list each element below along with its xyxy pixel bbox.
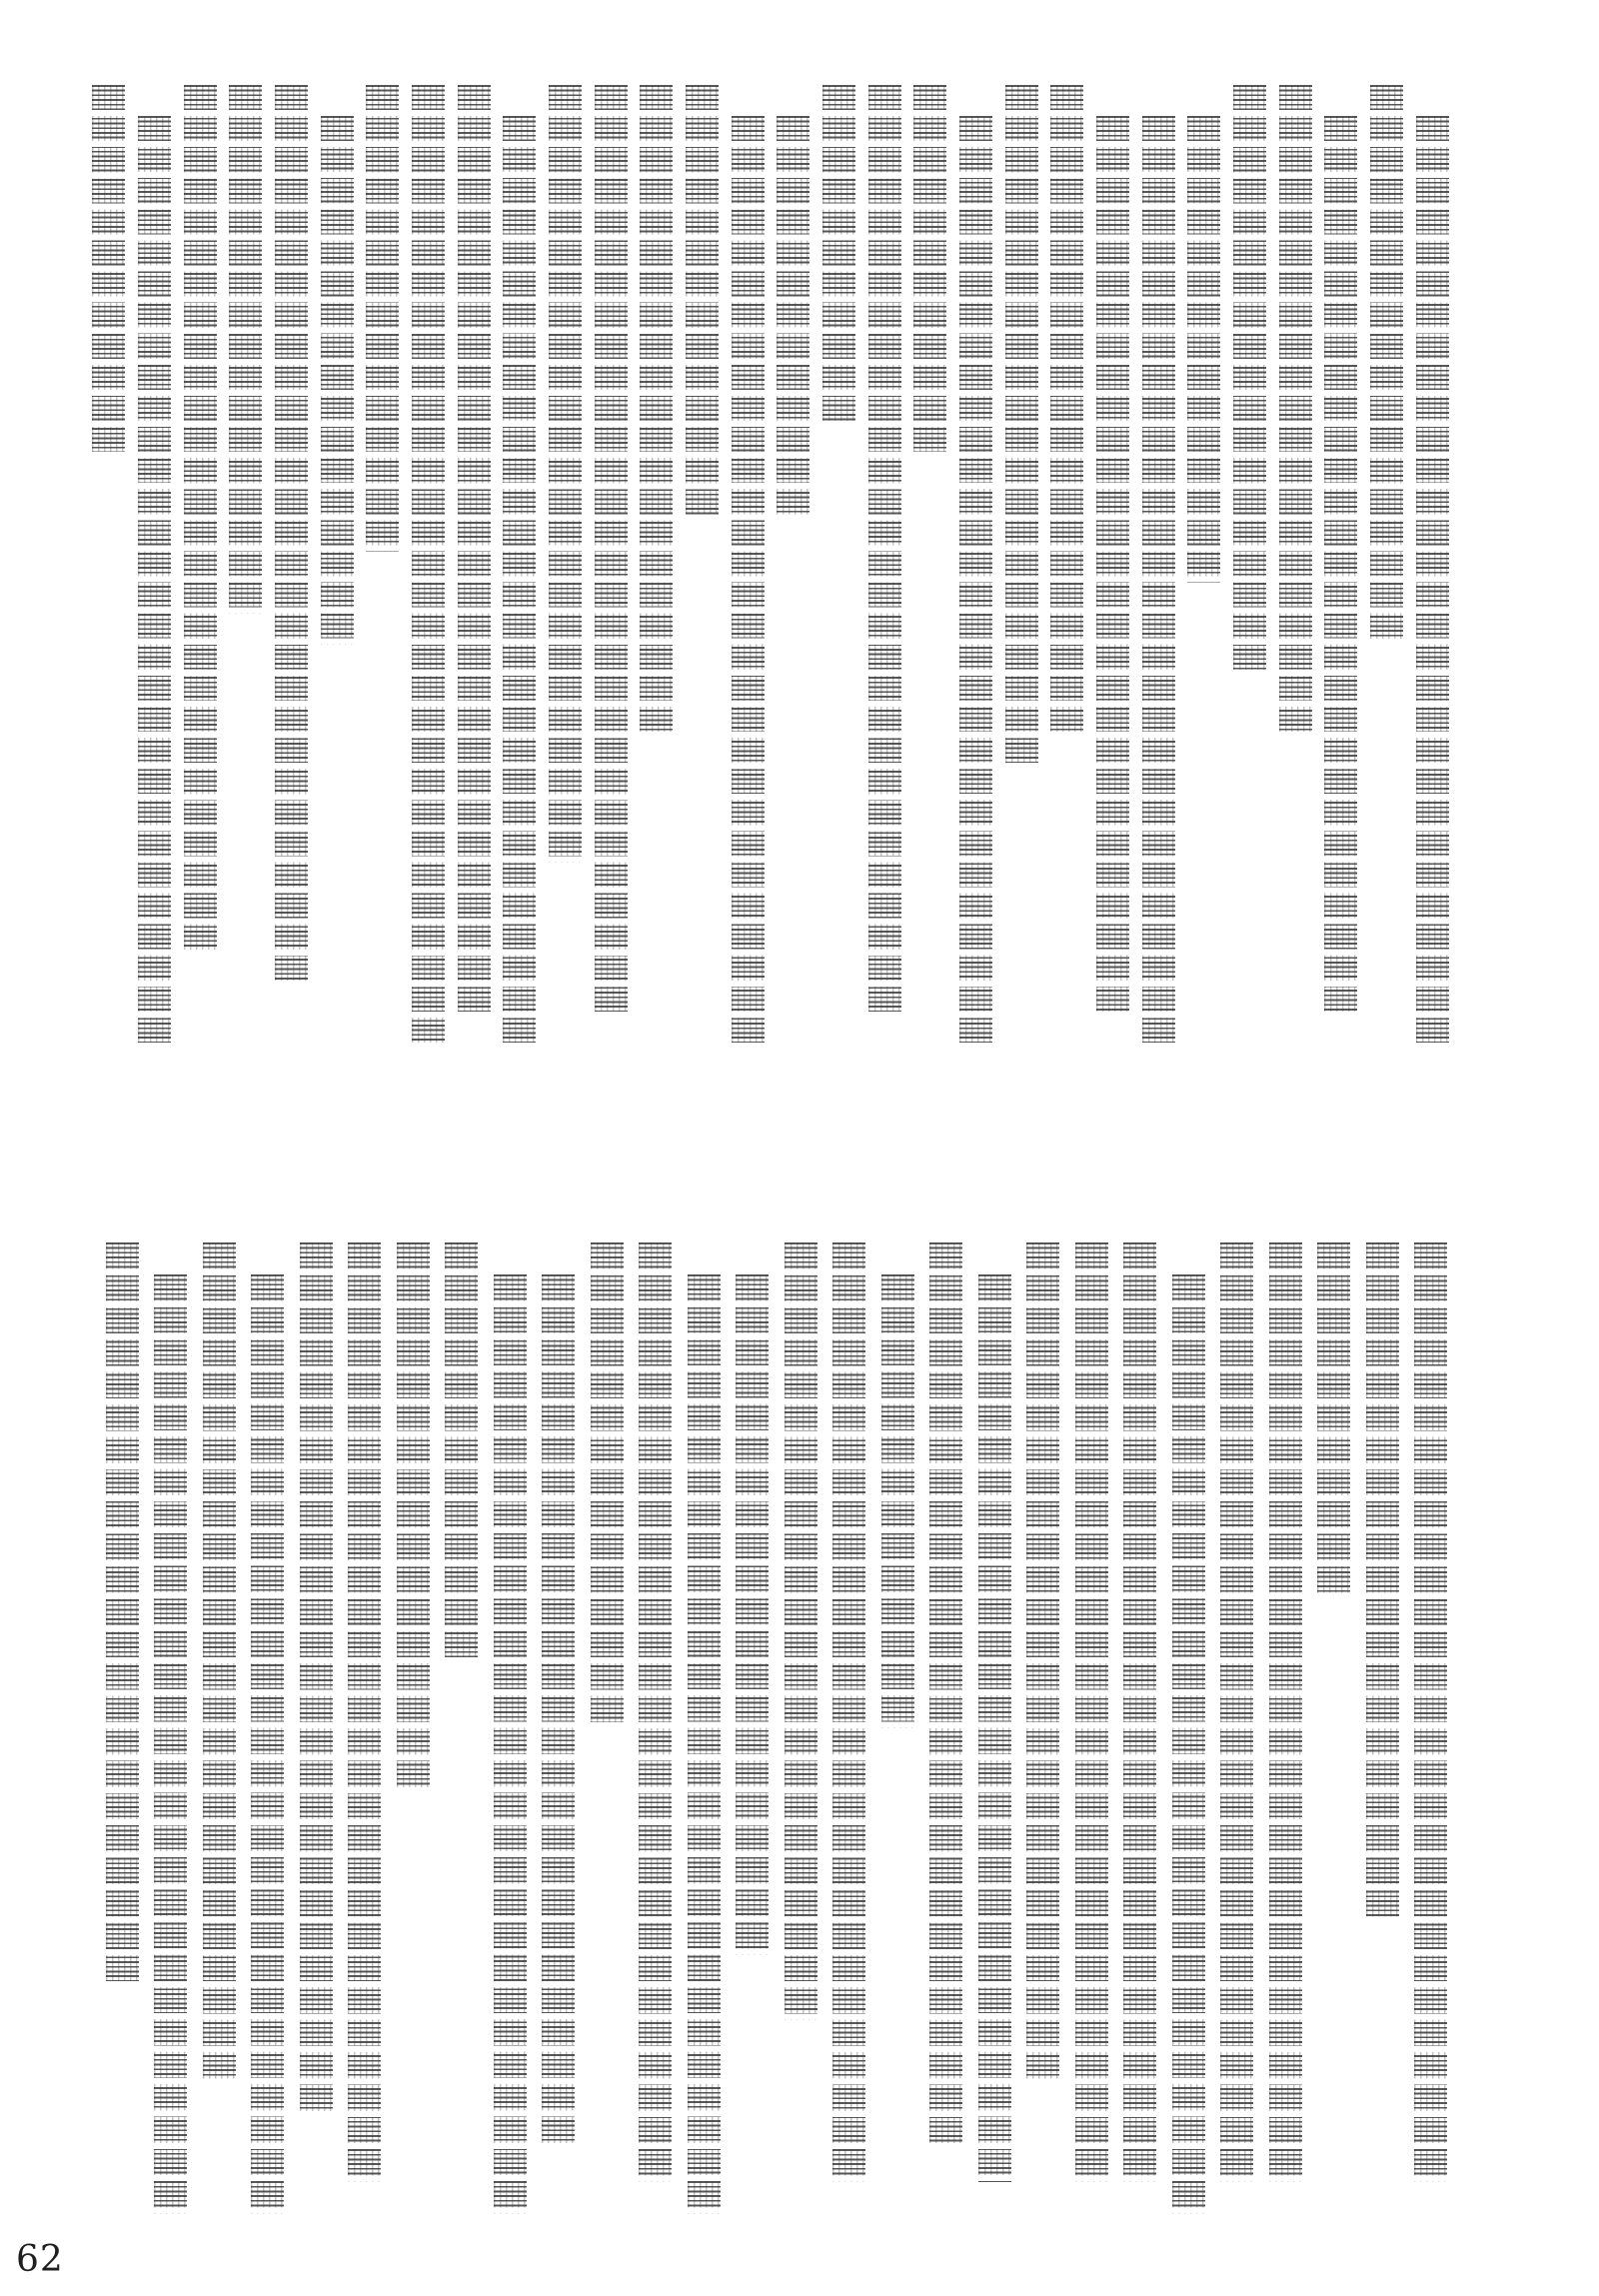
text-column [1227, 85, 1273, 1065]
redacted-text-run [494, 1274, 527, 2214]
text-column [1135, 85, 1181, 1065]
text-column [907, 85, 953, 1065]
text-column [1364, 85, 1410, 1065]
text-column [998, 85, 1044, 1065]
text-column [953, 85, 999, 1065]
text-column [1409, 85, 1455, 1065]
redacted-text-run [1075, 1242, 1108, 2182]
text-column [970, 1242, 1019, 2222]
redacted-text-run [832, 1242, 865, 2182]
text-column [1261, 1242, 1310, 2222]
redacted-text-run [397, 1242, 430, 1793]
redacted-text-run [736, 1274, 769, 1954]
text-column [1213, 1242, 1262, 2222]
text-column [292, 1242, 341, 2222]
redacted-text-run [1142, 116, 1175, 1049]
redacted-text-run [321, 116, 354, 645]
redacted-text-run [686, 85, 719, 520]
text-column [1116, 1242, 1165, 2222]
text-column [588, 85, 634, 1065]
redacted-text-run [1233, 85, 1266, 676]
redacted-text-run [184, 85, 217, 956]
text-column [680, 1242, 729, 2222]
redacted-text-run [929, 1242, 962, 2149]
redacted-text-run [913, 85, 946, 458]
text-column [825, 1242, 874, 2222]
redacted-text-run [868, 85, 901, 1018]
text-column [535, 1242, 584, 2222]
text-column [680, 85, 726, 1065]
redacted-text-run [1414, 1242, 1447, 2182]
text-column [1310, 1242, 1359, 2222]
redacted-text-run [542, 1274, 575, 2149]
redacted-text-run [1220, 1242, 1253, 2182]
text-column [771, 85, 816, 1065]
redacted-text-run [1026, 1242, 1059, 2084]
text-column [1164, 1242, 1213, 2222]
redacted-text-run [203, 1242, 236, 2084]
redacted-text-run [1005, 85, 1038, 769]
redacted-text-run [1366, 1242, 1399, 1922]
redacted-text-run [366, 85, 399, 552]
redacted-text-run [1123, 1242, 1156, 2182]
text-column [729, 1242, 778, 2222]
redacted-text-run [1096, 116, 1129, 1018]
text-column [1044, 85, 1090, 1065]
text-column [1019, 1242, 1068, 2222]
redacted-text-run [639, 1242, 672, 2182]
redacted-text-run [348, 1242, 381, 2182]
redacted-text-run [1370, 85, 1403, 645]
redacted-text-run [959, 116, 992, 1049]
redacted-text-run [503, 116, 536, 1049]
redacted-text-run [881, 1274, 914, 1728]
redacted-text-run [1279, 85, 1312, 738]
redacted-text-run [822, 85, 855, 427]
redacted-text-run [1187, 116, 1220, 583]
top-text-block [86, 85, 1455, 1065]
text-column [497, 85, 543, 1065]
redacted-text-run [92, 85, 125, 458]
redacted-text-run [1317, 1242, 1350, 1598]
redacted-text-run [445, 1242, 478, 1663]
text-column [922, 1242, 971, 2222]
text-column [1067, 1242, 1116, 2222]
redacted-text-run [106, 1242, 139, 1987]
redacted-text-run [1172, 1274, 1205, 2214]
redacted-text-run [275, 85, 308, 987]
text-column [360, 85, 406, 1065]
text-column [543, 85, 589, 1065]
text-column [1318, 85, 1364, 1065]
redacted-text-run [978, 1274, 1011, 2181]
redacted-text-run [777, 116, 809, 520]
text-column [632, 1242, 681, 2222]
text-column [861, 85, 907, 1065]
redacted-text-run [138, 116, 171, 1049]
page-number: 62 [16, 2239, 64, 2280]
redacted-text-run [785, 1242, 817, 2020]
text-column [438, 1242, 487, 2222]
text-column [1272, 85, 1318, 1065]
text-column [341, 1242, 390, 2222]
text-column [1358, 1242, 1407, 2222]
text-column [269, 85, 315, 1065]
redacted-text-run [732, 116, 765, 1049]
text-column [406, 85, 452, 1065]
redacted-text-run [688, 1274, 721, 2214]
redacted-text-run [251, 1274, 284, 2214]
redacted-text-run [229, 85, 262, 614]
text-column [1090, 85, 1136, 1065]
text-column [86, 85, 132, 1065]
redacted-text-run [549, 85, 582, 863]
text-column [634, 85, 680, 1065]
text-column [486, 1242, 535, 2222]
bottom-text-block [98, 1242, 1455, 2222]
text-column [147, 1242, 196, 2222]
text-column [98, 1242, 147, 2222]
text-column [177, 85, 223, 1065]
text-column [873, 1242, 922, 2222]
text-column [195, 1242, 244, 2222]
text-column [1181, 85, 1227, 1065]
redacted-text-run [458, 85, 491, 1018]
text-column [583, 1242, 632, 2222]
text-column [244, 1242, 293, 2222]
redacted-text-run [154, 1274, 187, 2214]
text-column [451, 85, 497, 1065]
redacted-text-run [1416, 116, 1449, 1049]
redacted-text-run [1050, 85, 1083, 738]
text-column [223, 85, 269, 1065]
redacted-text-run [595, 85, 628, 1018]
text-column [132, 85, 178, 1065]
redacted-text-run [1269, 1242, 1302, 2182]
text-column [725, 85, 771, 1065]
text-column [389, 1242, 438, 2222]
redacted-text-run [412, 85, 445, 1049]
text-column [1407, 1242, 1456, 2222]
text-column [816, 85, 862, 1065]
redacted-text-run [591, 1242, 624, 1728]
redacted-text-run [640, 85, 673, 738]
redacted-text-run [1324, 116, 1357, 1018]
redacted-text-run [300, 1242, 333, 2117]
text-column [777, 1242, 825, 2222]
text-column [314, 85, 360, 1065]
